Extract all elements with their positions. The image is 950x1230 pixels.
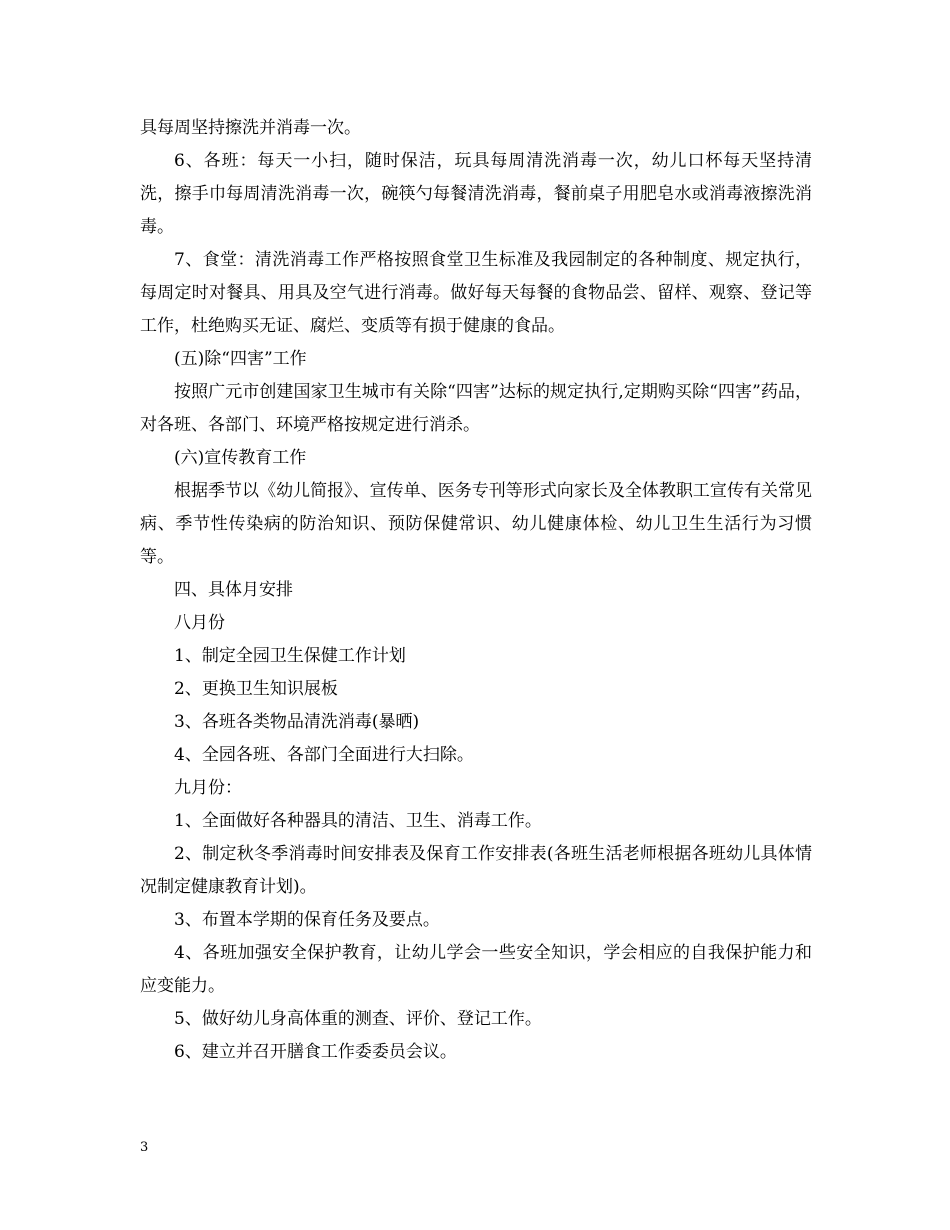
paragraph: 6、各班：每天一小扫，随时保洁，玩具每周清洗消毒一次，幼儿口杯每天坚持清洗，擦手巾每周清洗消毒一次，碗筷勺每餐清洗消毒，餐前桌子用肥皂水或消毒液擦洗消毒。 — [140, 151, 812, 237]
section-heading: 四、具体月安排 — [174, 580, 293, 600]
section-heading: (六)宣传教育工作 — [174, 448, 307, 468]
page-number: 3 — [140, 1140, 149, 1155]
paragraph: 7、食堂：清洗消毒工作严格按照食堂卫生标准及我园制定的各种制度、规定执行，每周定时对餐具、用具及空气进行消毒。做好每天每餐的食物品尝、留样、观察、登记等工作，杜绝购买无证、腐烂、变质等有损于健康的食品。 — [140, 250, 812, 336]
paragraph: 根据季节以《幼儿简报》、宣传单、医务专刊等形式向家长及全体教职工宣传有关常见病、季节性传染病的防治知识、预防保健常识、幼儿健康体检、幼儿卫生生活行为习惯等。 — [140, 481, 812, 567]
list-item: 1、制定全园卫生保健工作计划 — [174, 646, 406, 666]
paragraph: 具每周坚持擦洗并消毒一次。 — [140, 118, 361, 138]
month-heading: 八月份 — [174, 613, 225, 633]
list-item: 2、更换卫生知识展板 — [174, 679, 338, 699]
list-item: 3、各班各类物品清洗消毒(暴晒) — [174, 712, 420, 732]
list-item: 4、各班加强安全保护教育，让幼儿学会一些安全知识，学会相应的自我保护能力和应变能力。 — [140, 943, 812, 996]
month-heading: 九月份： — [174, 778, 242, 798]
list-item: 5、做好幼儿身高体重的测查、评价、登记工作。 — [174, 1009, 542, 1029]
section-heading: (五)除“四害”工作 — [174, 349, 307, 369]
paragraph: 按照广元市创建国家卫生城市有关除“四害”达标的规定执行,定期购买除“四害”药品，对各班、各部门、环境严格按规定进行消杀。 — [140, 382, 812, 435]
list-item: 1、全面做好各种器具的清洁、卫生、消毒工作。 — [174, 811, 542, 831]
list-item: 3、布置本学期的保育任务及要点。 — [174, 910, 440, 930]
list-item: 2、制定秋冬季消毒时间安排表及保育工作安排表(各班生活老师根据各班幼儿具体情况制定健康教育计划)。 — [140, 844, 812, 897]
list-item: 6、建立并召开膳食工作委委员会议。 — [174, 1042, 457, 1062]
document-body — [140, 112, 812, 1069]
list-item: 4、全园各班、各部门全面进行大扫除。 — [174, 745, 474, 765]
